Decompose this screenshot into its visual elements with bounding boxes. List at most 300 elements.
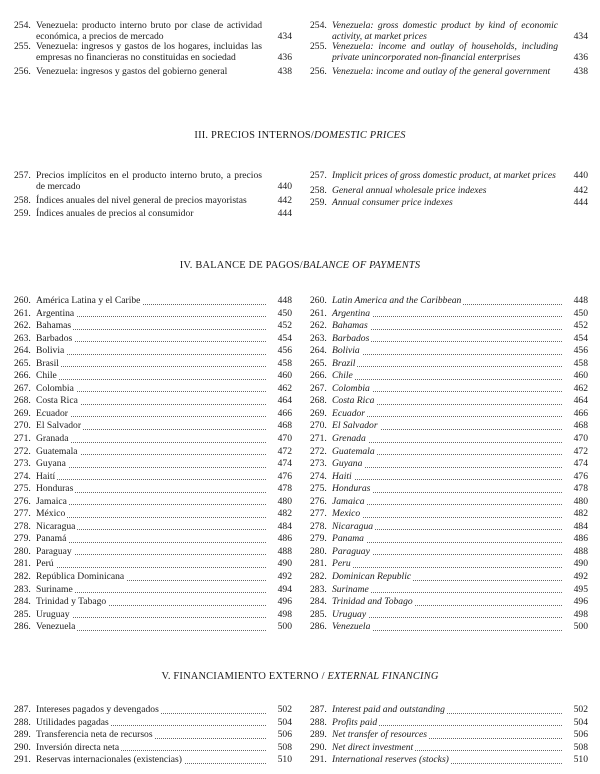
entry-number: 276.: [310, 495, 327, 507]
top-block-right: [310, 21, 588, 78]
entry-number: 290.: [14, 741, 31, 753]
entry-number: 274.: [14, 470, 31, 482]
dot-leader: [332, 517, 562, 518]
entry-number: 254.: [14, 20, 31, 31]
entry-page-number: 510: [277, 754, 292, 766]
entry-page-number: 440: [573, 170, 588, 181]
entry-title: Jamaica: [36, 495, 67, 507]
toc-entry: [310, 358, 588, 371]
entry-number: 255.: [310, 41, 327, 53]
entry-number: 265.: [14, 357, 31, 369]
entry-page-number: 498: [573, 608, 588, 620]
entry-page-number: 474: [277, 458, 292, 470]
entry-title: International reserves (stocks): [332, 754, 449, 766]
entry-title: Reservas internacionales (existencias): [36, 754, 182, 766]
entry-page-number: 496: [277, 596, 292, 608]
entry-title: Chile: [36, 370, 57, 382]
entry-number: 268.: [310, 395, 327, 407]
toc-entry: [310, 558, 588, 571]
entry-title: Costa Rica: [332, 395, 375, 407]
entry-page-number: 500: [573, 621, 588, 633]
entry-page-number: 510: [573, 754, 588, 766]
toc-entry: [310, 395, 588, 408]
toc-entry: [14, 717, 292, 730]
toc-entry: [14, 508, 292, 521]
entry-number: 271.: [14, 433, 31, 445]
toc-entry: [310, 754, 588, 767]
entry-title: Colombia: [36, 382, 74, 394]
dot-leader: [36, 504, 266, 505]
toc-entry: [14, 320, 292, 333]
toc-entry: [14, 596, 292, 609]
entry-page-number: 444: [277, 207, 292, 219]
entry-number: 287.: [14, 704, 31, 715]
entry-number: 271.: [310, 433, 327, 445]
entry-title: Honduras: [36, 483, 74, 495]
entry-number: 291.: [310, 754, 327, 766]
entry-title: El Salvador: [36, 420, 82, 432]
dot-leader: [36, 479, 266, 480]
entry-title: Bahamas: [332, 320, 368, 332]
entry-title: Honduras: [332, 483, 371, 495]
entry-title: Nicaragua: [332, 520, 374, 532]
entry-number: 284.: [310, 596, 327, 608]
toc-entry: [310, 546, 588, 559]
entry-number: 286.: [310, 621, 327, 633]
toc-entry: [310, 471, 588, 484]
entry-number: 288.: [14, 716, 31, 728]
entry-title: Trinidad and Tobago: [332, 596, 413, 608]
entry-number: 266.: [14, 370, 31, 382]
section-title-en: DOMESTIC PRICES: [313, 130, 406, 141]
entry-number: 269.: [14, 407, 31, 419]
entry-page-number: 500: [277, 621, 292, 633]
entry-page-number: 454: [573, 332, 588, 344]
entry-number: 258.: [14, 195, 31, 207]
entry-number: 259.: [14, 207, 31, 219]
dot-leader: [332, 567, 562, 568]
toc-entry: [14, 621, 292, 634]
entry-number: 258.: [310, 184, 327, 196]
toc-entry: [14, 754, 292, 767]
toc-entry: [310, 308, 588, 321]
section-title-en: EXTERNAL FINANCING: [327, 671, 439, 682]
toc-entry: [14, 295, 292, 308]
toc-entry: [310, 433, 588, 446]
entry-title: Trinidad y Tabago: [36, 596, 107, 608]
toc-entry: [14, 584, 292, 597]
toc-entry: [310, 458, 588, 471]
entry-page-number: 454: [277, 332, 292, 344]
entry-page-number: 468: [573, 420, 588, 432]
entry-page-number: 466: [277, 407, 292, 419]
toc-entry: [14, 704, 292, 717]
entry-number: 279.: [310, 533, 327, 545]
toc-entry: [310, 596, 588, 609]
domestic-prices-left: [14, 171, 292, 219]
dot-leader: [332, 354, 562, 355]
entry-title: República Dominicana: [36, 571, 125, 583]
toc-entry: [14, 571, 292, 584]
entry-number: 275.: [14, 483, 31, 495]
entry-title: Bahamas: [36, 320, 72, 332]
entry-page-number: 452: [573, 320, 588, 332]
entry-title: Suriname: [332, 583, 369, 595]
entry-title: Panama: [332, 533, 364, 545]
toc-entry: [14, 433, 292, 446]
entry-number: 291.: [14, 754, 31, 766]
entry-title: México: [36, 508, 66, 520]
entry-number: 289.: [14, 729, 31, 741]
toc-entry: [310, 186, 588, 197]
toc-entry: [14, 458, 292, 471]
toc-entry: [14, 521, 292, 534]
entry-title: Barbados: [36, 332, 73, 344]
toc-entry: [14, 533, 292, 546]
entry-page-number: 458: [573, 357, 588, 369]
entry-number: 262.: [14, 320, 31, 332]
entry-number: 264.: [310, 345, 327, 357]
entry-page-number: 436: [277, 51, 292, 63]
entry-title: Jamaica: [332, 495, 365, 507]
entry-number: 266.: [310, 370, 327, 382]
entry-page-number: 502: [573, 704, 588, 715]
entry-title: Argentina: [332, 307, 371, 319]
entry-number: 267.: [14, 382, 31, 394]
entry-title: Nicaragua: [36, 520, 76, 532]
entry-number: 275.: [310, 483, 327, 495]
entry-title: Costa Rica: [36, 395, 78, 407]
entry-page-number: 508: [277, 741, 292, 753]
entry-title: Granada: [36, 433, 69, 445]
entry-title: Peru: [332, 558, 351, 570]
toc-entry: [310, 171, 588, 182]
toc-entry: [310, 198, 588, 209]
dot-leader: [332, 542, 562, 543]
entry-number: 282.: [310, 571, 327, 583]
entry-number: 281.: [310, 558, 327, 570]
entry-title: Ecuador: [332, 407, 366, 419]
entry-number: 285.: [14, 608, 31, 620]
entry-number: 264.: [14, 345, 31, 357]
toc-entry: [14, 420, 292, 433]
entry-number: 254.: [310, 20, 327, 31]
section-title-es: V. FINANCIAMIENTO EXTERNO /: [161, 671, 328, 682]
external-financing-left: [14, 704, 292, 767]
balance-of-payments-left: [14, 295, 292, 634]
entry-page-number: 482: [277, 508, 292, 520]
toc-entry: [14, 370, 292, 383]
entry-title: América Latina y el Caribe: [36, 295, 141, 306]
toc-entry: [310, 333, 588, 346]
toc-entry: [14, 742, 292, 755]
entry-title: Uruguay: [36, 608, 70, 620]
entry-number: 276.: [14, 495, 31, 507]
entry-number: 278.: [310, 520, 327, 532]
toc-entry: [14, 496, 292, 509]
entry-page-number: 462: [277, 382, 292, 394]
toc-entry: [14, 345, 292, 358]
entry-number: 255.: [14, 41, 31, 53]
entry-title: Argentina: [36, 307, 75, 319]
toc-entry: [310, 483, 588, 496]
toc-entry: [14, 609, 292, 622]
entry-number: 280.: [310, 545, 327, 557]
dot-leader: [36, 379, 266, 380]
toc-entry: [310, 521, 588, 534]
entry-number: 267.: [310, 382, 327, 394]
entry-title: Bolivia: [36, 345, 65, 357]
entry-number: 263.: [310, 332, 327, 344]
entry-page-number: 438: [277, 66, 292, 78]
entry-number: 287.: [310, 704, 327, 715]
entry-page-number: 468: [277, 420, 292, 432]
entry-title: Guyana: [332, 458, 363, 470]
entry-page-number: 472: [277, 445, 292, 457]
entry-number: 270.: [14, 420, 31, 432]
entry-page-number: 480: [573, 495, 588, 507]
dot-leader: [36, 354, 266, 355]
entry-number: 283.: [310, 583, 327, 595]
entry-page-number: 498: [277, 608, 292, 620]
toc-entry: [310, 320, 588, 333]
entry-page-number: 486: [573, 533, 588, 545]
entry-number: 290.: [310, 741, 327, 753]
entry-title: Colombia: [332, 382, 370, 394]
toc-entry: [14, 408, 292, 421]
entry-page-number: 492: [277, 571, 292, 583]
entry-page-number: 490: [573, 558, 588, 570]
entry-page-number: 488: [573, 545, 588, 557]
entry-title: Profits paid: [332, 716, 378, 728]
entry-number: 256.: [14, 66, 31, 78]
toc-entry: [14, 546, 292, 559]
dot-leader: [332, 379, 562, 380]
entry-number: 284.: [14, 596, 31, 608]
entry-number: 277.: [14, 508, 31, 520]
entry-page-number: 460: [573, 370, 588, 382]
dot-leader: [36, 542, 266, 543]
entry-title: Interest paid and outstanding: [332, 704, 445, 715]
entry-number: 273.: [310, 458, 327, 470]
entry-number: 273.: [14, 458, 31, 470]
entry-page-number: 470: [573, 433, 588, 445]
toc-entry: [310, 67, 588, 78]
entry-page-number: 434: [277, 30, 292, 42]
entry-page-number: 466: [573, 407, 588, 419]
entry-page-number: 434: [573, 30, 588, 42]
entry-title: Uruguay: [332, 608, 367, 620]
entry-page-number: 476: [573, 470, 588, 482]
entry-number: 257.: [310, 170, 327, 181]
toc-entry: [310, 704, 588, 717]
entry-page-number: 504: [277, 716, 292, 728]
entry-number: 269.: [310, 407, 327, 419]
dot-leader: [36, 517, 266, 518]
dot-leader: [332, 479, 562, 480]
dot-leader: [332, 366, 562, 367]
balance-of-payments-right: [310, 295, 588, 634]
entry-page-number: 442: [277, 195, 292, 207]
toc-entry: [310, 571, 588, 584]
toc-entry: [14, 558, 292, 571]
entry-title: Venezuela: producto interno bruto por clase de actividad económica, a precios de mercado: [36, 20, 262, 42]
entry-page-number: 492: [573, 571, 588, 583]
entry-number: 277.: [310, 508, 327, 520]
toc-entry: [310, 742, 588, 755]
section-title-external-financing: [0, 671, 600, 682]
entry-page-number: 506: [573, 729, 588, 741]
entry-page-number: 450: [573, 307, 588, 319]
entry-title: Intereses pagados y devengados: [36, 704, 159, 715]
toc-entry: [310, 533, 588, 546]
toc-entry: [14, 209, 292, 220]
entry-title: Inversión directa neta: [36, 741, 120, 753]
entry-page-number: 464: [573, 395, 588, 407]
toc-entry: [310, 383, 588, 396]
toc-entry: [14, 67, 292, 78]
toc-entry: [310, 508, 588, 521]
entry-title: Venezuela: income and outlay of the general government: [332, 66, 551, 78]
entry-title: Guatemala: [332, 445, 375, 457]
toc-entry: [310, 621, 588, 634]
toc-entry: [310, 21, 588, 42]
entry-number: 265.: [310, 357, 327, 369]
toc-entry: [14, 358, 292, 371]
entry-number: 256.: [310, 66, 327, 78]
entry-title: Paraguay: [332, 545, 370, 557]
entry-title: Annual consumer price indexes: [332, 197, 453, 209]
entry-title: Índices anuales de precios al consumidor: [36, 207, 194, 219]
entry-page-number: 448: [573, 295, 588, 306]
entry-number: 272.: [310, 445, 327, 457]
entry-page-number: 456: [277, 345, 292, 357]
section-title-es: IV. BALANCE DE PAGOS/: [179, 260, 303, 271]
toc-entry: [14, 171, 292, 192]
entry-page-number: 464: [277, 395, 292, 407]
toc-entry: [14, 446, 292, 459]
entry-page-number: 458: [277, 357, 292, 369]
entry-page-number: 474: [573, 458, 588, 470]
toc-entry: [310, 446, 588, 459]
entry-page-number: 450: [277, 307, 292, 319]
dot-leader: [36, 467, 266, 468]
entry-page-number: 496: [573, 596, 588, 608]
entry-title: Haití: [36, 470, 56, 482]
toc-entry: [310, 420, 588, 433]
toc-entry: [14, 42, 292, 63]
entry-number: 259.: [310, 197, 327, 209]
entry-page-number: 488: [277, 545, 292, 557]
entry-page-number: 476: [277, 470, 292, 482]
entry-page-number: 456: [573, 345, 588, 357]
entry-number: 262.: [310, 320, 327, 332]
entry-page-number: 462: [573, 382, 588, 394]
entry-title: Brasil: [36, 357, 59, 369]
entry-title: Guyana: [36, 458, 66, 470]
entry-number: 263.: [14, 332, 31, 344]
entry-number: 261.: [310, 307, 327, 319]
entry-page-number: 484: [277, 520, 292, 532]
toc-entry: [14, 333, 292, 346]
entry-page-number: 472: [573, 445, 588, 457]
entry-page-number: 448: [277, 295, 292, 306]
toc-entry: [310, 729, 588, 742]
entry-title: El Salvador: [332, 420, 378, 432]
entry-number: 270.: [310, 420, 327, 432]
entry-page-number: 508: [573, 741, 588, 753]
entry-number: 288.: [310, 716, 327, 728]
toc-entry: [14, 308, 292, 321]
toc-entry: [14, 383, 292, 396]
entry-title: Latin America and the Caribbean: [332, 295, 462, 306]
entry-title: Venezuela: ingresos y gastos del gobierno general: [36, 66, 228, 78]
entry-title: Venezuela: ingresos y gastos de los hogares, incluidas las empresas no financieras no constituidas en sociedad: [36, 41, 262, 63]
entry-title: Dominican Republic: [332, 571, 412, 583]
toc-entry: [14, 196, 292, 207]
entry-title: Venezuela: gross domestic product by kind of economic activity, at market prices: [332, 20, 558, 42]
entry-title: Grenada: [332, 433, 366, 445]
entry-number: 260.: [310, 295, 327, 306]
section-title-domestic-prices: [0, 130, 600, 141]
entry-number: 272.: [14, 445, 31, 457]
entry-title: Implicit prices of gross domestic product, at market prices: [332, 170, 556, 181]
entry-title: Venezuela: income and outlay of households, including private unincorporated non-financial enterprises: [332, 41, 558, 63]
entry-number: 261.: [14, 307, 31, 319]
entry-page-number: 460: [277, 370, 292, 382]
toc-entry: [14, 471, 292, 484]
entry-title: Mexico: [332, 508, 361, 520]
dot-leader: [36, 567, 266, 568]
entry-page-number: 506: [277, 729, 292, 741]
entry-title: Chile: [332, 370, 353, 382]
entry-title: Precios implícitos en el producto interno bruto, a precios de mercado: [36, 170, 262, 192]
entry-number: 268.: [14, 395, 31, 407]
toc-entry: [310, 42, 588, 63]
entry-title: Ecuador: [36, 407, 68, 419]
entry-number: 274.: [310, 470, 327, 482]
toc-entry: [310, 370, 588, 383]
toc-entry: [310, 496, 588, 509]
entry-number: 278.: [14, 520, 31, 532]
toc-entry: [310, 408, 588, 421]
entry-page-number: 482: [573, 508, 588, 520]
toc-entry: [310, 584, 588, 597]
entry-number: 285.: [310, 608, 327, 620]
entry-number: 282.: [14, 571, 31, 583]
entry-title: Net direct investment: [332, 741, 414, 753]
entry-page-number: 486: [277, 533, 292, 545]
toc-entry: [14, 395, 292, 408]
entry-title: Perú: [36, 558, 54, 570]
entry-title: Panamá: [36, 533, 67, 545]
entry-page-number: 470: [277, 433, 292, 445]
entry-title: Haiti: [332, 470, 352, 482]
entry-title: Transferencia neta de recursos: [36, 729, 153, 741]
entry-page-number: 442: [573, 184, 588, 196]
toc-entry: [310, 609, 588, 622]
toc-entry: [14, 729, 292, 742]
entry-number: 281.: [14, 558, 31, 570]
toc-entry: [14, 21, 292, 42]
dot-leader: [36, 366, 266, 367]
entry-page-number: 480: [277, 495, 292, 507]
section-title-es: III. PRECIOS INTERNOS/: [194, 130, 314, 141]
entry-number: 257.: [14, 170, 31, 181]
entry-number: 286.: [14, 621, 31, 633]
dot-leader: [36, 416, 266, 417]
entry-page-number: 494: [277, 583, 292, 595]
